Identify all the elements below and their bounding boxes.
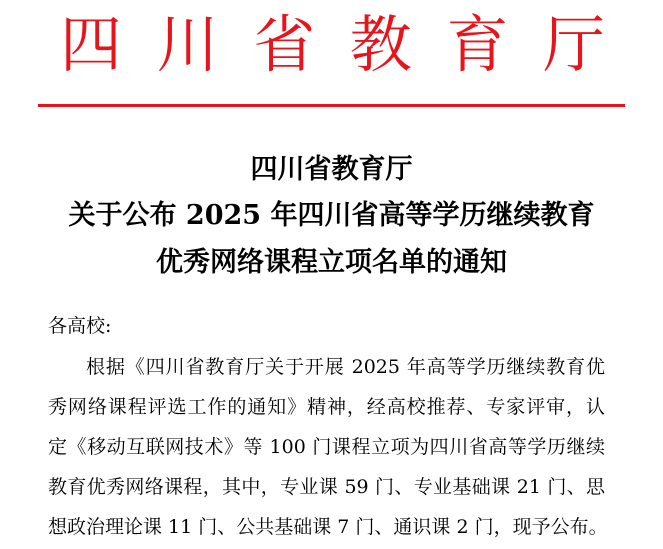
masthead-divider: [38, 104, 625, 107]
title-subject-line2: 优秀网络课程立项名单的通知: [156, 247, 507, 278]
masthead-char: 厅: [542, 8, 605, 81]
title-subject-line1: 关于公布 2025 年四川省高等学历继续教育: [68, 200, 595, 231]
masthead-issuer: [60, 6, 605, 84]
masthead-char: 省: [253, 8, 316, 81]
masthead-char: 四: [60, 8, 123, 81]
body-line: 秀网络课程评选工作的通知》精神，经高校推荐、专家评审，认: [48, 396, 605, 418]
masthead-char: 育: [446, 8, 509, 81]
body-line: 想政治理论课 11 门、公共基础课 7 门、通识课 2 门，现予公布。: [48, 516, 608, 538]
body-line: 根据《四川省教育厅关于开展 2025 年高等学历继续教育优: [86, 356, 605, 378]
salutation: 各高校:: [48, 315, 112, 337]
body-line: 教育优秀网络课程，其中，专业课 59 门、专业基础课 21 门、思: [48, 476, 605, 498]
masthead-char: 教: [349, 8, 412, 81]
title-issuer: 四川省教育厅: [250, 154, 413, 185]
masthead-char: 川: [156, 8, 219, 81]
body-line: 定《移动互联网技术》等 100 门课程立项为四川省高等学历继续: [48, 436, 605, 458]
